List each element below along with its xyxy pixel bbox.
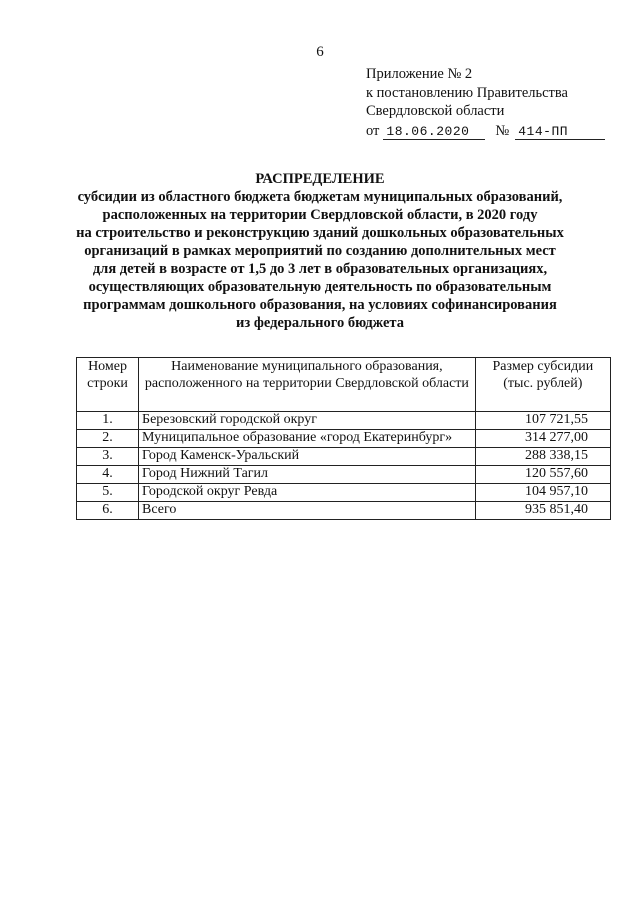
header-amount: Размер субсидии (тыс. рублей) [475,358,610,412]
row-amount: 104 957,10 [475,484,610,502]
heading-line: организаций в рамках мероприятий по созданию дополнительных мест [84,243,556,259]
appendix-line-3: Свердловской области [366,103,505,119]
appendix-line-1: Приложение № 2 [366,66,473,82]
date-value: 18.06.2020 [383,124,485,140]
row-name: Муниципальное образование «город Екатеринбург» [139,430,476,448]
subsidy-table [76,357,611,520]
row-number: 2. [77,430,139,448]
row-amount: 107 721,55 [475,412,610,430]
document-title: РАСПРЕДЕЛЕНИЕ [255,171,385,187]
row-amount: 935 851,40 [475,502,610,520]
row-number: 5. [77,484,139,502]
table-row [77,448,611,466]
heading-line: субсидии из областного бюджета бюджетам муниципальных образований, [77,189,563,205]
header-number: Номер строки [77,358,139,412]
row-name: Городской округ Ревда [139,484,476,502]
document-heading [40,170,600,332]
row-name: Березовский городской округ [139,412,476,430]
heading-line: для детей в возрасте от 1,5 до 3 лет в образовательных организациях, [92,261,548,277]
date-prefix: от [366,122,380,139]
heading-line: программам дошкольного образования, на условиях софинансирования [83,297,557,313]
number-label: № [495,122,510,139]
row-number: 6. [77,502,139,520]
heading-line: расположенных на территории Свердловской области, в 2020 году [102,207,538,223]
heading-line: на строительство и реконструкцию зданий дошкольных образовательных [76,225,564,241]
appendix-block [366,65,605,140]
heading-line: из федерального бюджета [236,315,404,331]
table-header-row [77,358,611,412]
row-name: Город Нижний Тагил [139,466,476,484]
table-row [77,502,611,520]
appendix-line-2: к постановлению Правительства [366,84,568,101]
table-row [77,484,611,502]
table-row [77,430,611,448]
heading-line: осуществляющих образовательную деятельность по образовательным [88,279,552,295]
row-name: Всего [139,502,476,520]
appendix-date-line [366,122,605,141]
row-number: 3. [77,448,139,466]
table-row [77,466,611,484]
row-amount: 314 277,00 [475,430,610,448]
row-number: 4. [77,466,139,484]
row-name: Город Каменск-Уральский [139,448,476,466]
row-amount: 288 338,15 [475,448,610,466]
table-row [77,412,611,430]
row-amount: 120 557,60 [475,466,610,484]
page-number: 6 [316,44,324,60]
number-value: 414-ПП [515,124,605,140]
row-number: 1. [77,412,139,430]
header-name: Наименование муниципального образования, расположенного на территории Свердловской области [139,358,476,412]
